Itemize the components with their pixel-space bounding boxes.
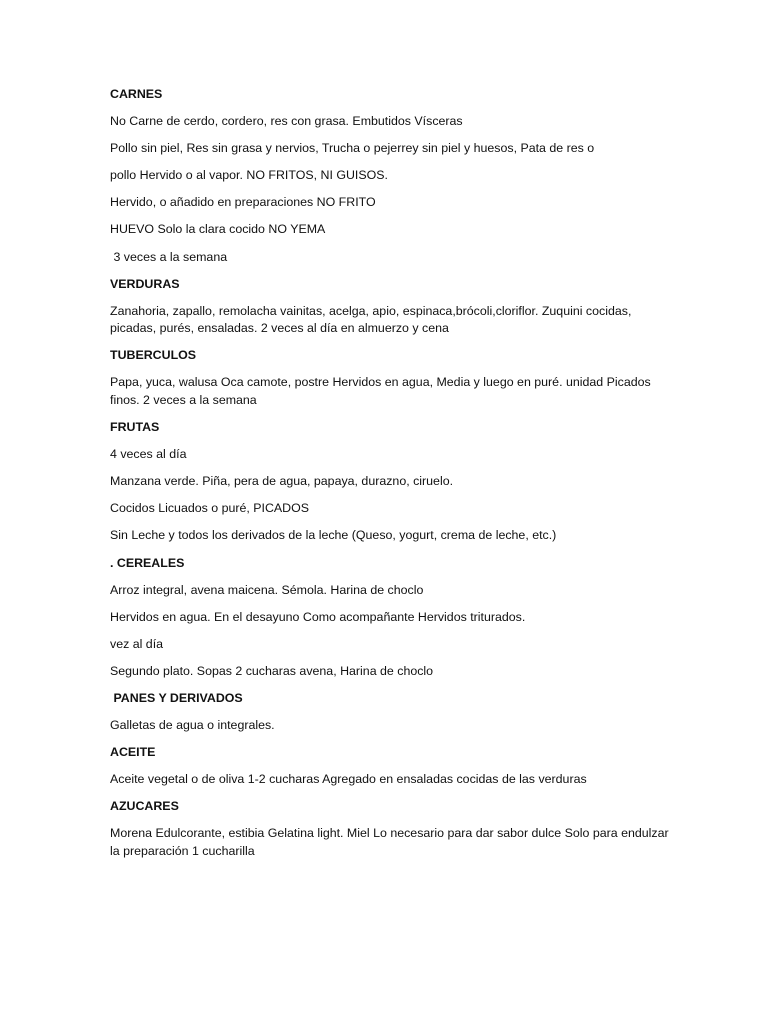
- heading-tuberculos: TUBERCULOS: [110, 348, 197, 363]
- heading-panes-y-derivados: PANES Y DERIVADOS: [110, 690, 243, 705]
- paragraph: Cocidos Licuados o puré, PICADOS: [110, 501, 310, 516]
- heading-azucares: AZUCARES: [110, 799, 179, 814]
- paragraph: Pollo sin piel, Res sin grasa y nervios, Trucha o pejerrey sin piel y huesos, Pata de res o: [110, 141, 595, 156]
- paragraph: vez al día: [110, 636, 164, 651]
- paragraph: HUEVO Solo la clara cocido NO YEMA: [110, 222, 326, 237]
- paragraph: Galletas de agua o integrales.: [110, 718, 275, 733]
- paragraph: Morena Edulcorante, estibia Gelatina light. Miel Lo necesario para dar sabor dulce Solo para endulzar la preparación 1 cucharilla: [110, 826, 673, 858]
- paragraph: Zanahoria, zapallo, remolacha vainitas, acelga, apio, espinaca,brócoli,cloriflor. Zuquini cocidas, picadas, purés, ensaladas. 2 veces al día en almuerzo y cena: [110, 303, 635, 336]
- document-page: [110, 86, 673, 870]
- paragraph: Sin Leche y todos los derivados de la leche (Queso, yogurt, crema de leche, etc.): [110, 528, 557, 543]
- paragraph: Hervidos en agua. En el desayuno Como acompañante Hervidos triturados.: [110, 609, 526, 624]
- paragraph: 3 veces a la semana: [110, 249, 228, 264]
- paragraph: No Carne de cerdo, cordero, res con grasa. Embutidos Vísceras: [110, 114, 463, 129]
- heading-carnes: CARNES: [110, 87, 163, 101]
- heading-aceite: ACEITE: [110, 745, 156, 760]
- paragraph: Aceite vegetal o de oliva 1-2 cucharas Agregado en ensaladas cocidas de las verduras: [110, 772, 587, 787]
- paragraph: Hervido, o añadido en preparaciones NO FRITO: [110, 195, 376, 210]
- paragraph: Segundo plato. Sopas 2 cucharas avena, Harina de choclo: [110, 663, 434, 678]
- paragraph: Papa, yuca, walusa Oca camote, postre Hervidos en agua, Media y luego en puré. unidad Picados finos. 2 veces a la semana: [110, 375, 655, 407]
- heading-cereales: . CEREALES: [110, 555, 185, 570]
- paragraph: 4 veces al día: [110, 447, 187, 462]
- paragraph: pollo Hervido o al vapor. NO FRITOS, NI GUISOS.: [110, 168, 388, 183]
- paragraph: Manzana verde. Piña, pera de agua, papaya, durazno, ciruelo.: [110, 474, 454, 489]
- heading-frutas: FRUTAS: [110, 420, 160, 435]
- heading-verduras: VERDURAS: [110, 276, 180, 291]
- paragraph: Arroz integral, avena maicena. Sémola. Harina de choclo: [110, 582, 424, 597]
